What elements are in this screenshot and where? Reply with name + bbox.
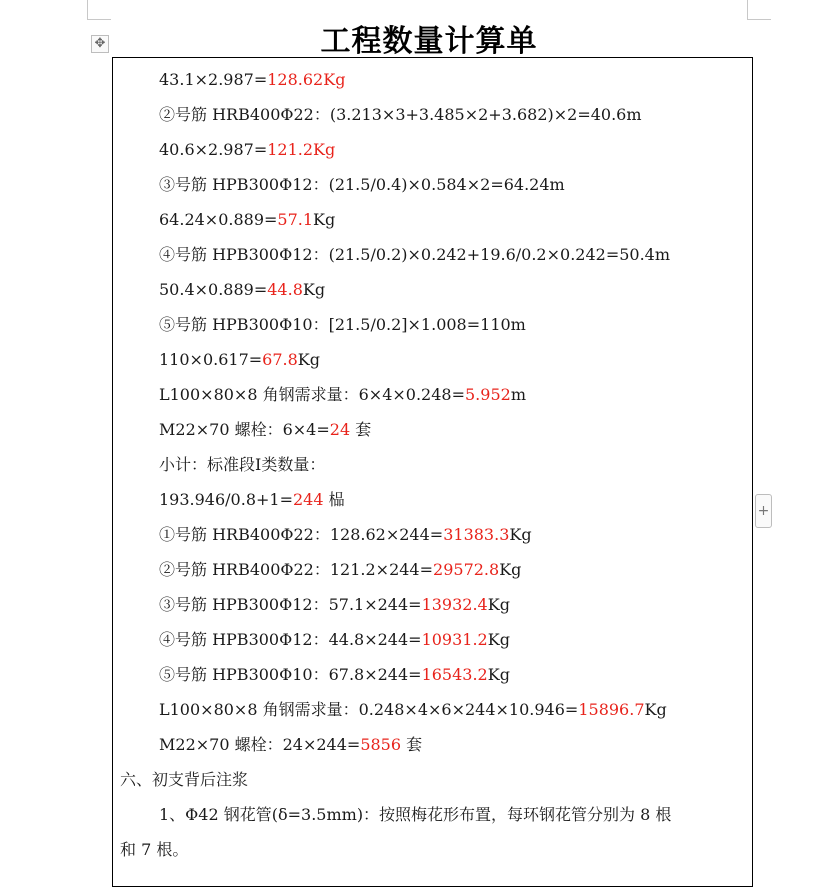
text-line [112, 657, 753, 692]
text-line [112, 272, 753, 307]
text-segment: ②号筋 HRB400Φ22：(3.213×3+3.485×2+3.682)×2=40.6m [159, 105, 642, 124]
text-segment: L100×80×8 角钢需求量：6×4×0.248= [159, 385, 465, 404]
highlighted-value: 44.8 [267, 280, 303, 299]
highlighted-value: 13932.4 [421, 595, 488, 614]
text-segment: M22×70 螺栓：24×244= [159, 735, 361, 754]
text-segment: Kg [487, 595, 510, 614]
highlighted-value: 29572.8 [433, 560, 500, 579]
text-segment: 64.24×0.889= [159, 210, 278, 229]
text-segment: ③号筋 HPB300Φ12：57.1×244= [159, 595, 422, 614]
highlighted-value: 10931.2 [421, 630, 488, 649]
text-segment: Kg [509, 525, 532, 544]
text-line [112, 692, 753, 727]
text-line [112, 202, 753, 237]
text-line [112, 482, 753, 517]
text-line [112, 587, 753, 622]
text-line [112, 762, 753, 797]
text-segment: 和 7 根。 [120, 840, 189, 859]
text-line [112, 552, 753, 587]
text-segment: m [510, 385, 526, 404]
text-segment: Kg [644, 700, 667, 719]
document-body [112, 62, 753, 867]
highlighted-value: 121.2Kg [267, 140, 336, 159]
text-segment: 小计：标准段Ⅰ类数量： [159, 455, 326, 474]
text-segment: 43.1×2.987= [159, 70, 268, 89]
text-segment: 110×0.617= [159, 350, 263, 369]
text-line [112, 412, 753, 447]
text-segment: ⑤号筋 HPB300Φ10：67.8×244= [159, 665, 422, 684]
text-segment: ①号筋 HRB400Φ22：128.62×244= [159, 525, 444, 544]
text-segment: ④号筋 HPB300Φ12：(21.5/0.2)×0.242+19.6/0.2×0.242=50.4m [159, 245, 671, 264]
text-segment: 套 [401, 735, 423, 754]
text-line [112, 307, 753, 342]
text-segment: 六、初支背后注浆 [120, 770, 249, 789]
text-line [112, 447, 753, 482]
text-segment: Kg [487, 665, 510, 684]
highlighted-value: 16543.2 [421, 665, 488, 684]
highlighted-value: 67.8 [262, 350, 298, 369]
text-segment: 40.6×2.987= [159, 140, 268, 159]
text-line [112, 797, 753, 832]
text-segment: ②号筋 HRB400Φ22：121.2×244= [159, 560, 434, 579]
text-segment: ④号筋 HPB300Φ12：44.8×244= [159, 630, 422, 649]
text-segment: 1、Φ42 钢花管(δ=3.5mm)：按照梅花形布置，每环钢花管分别为 8 根 [159, 805, 672, 824]
plus-icon[interactable]: + [755, 494, 772, 528]
text-segment: 榀 [323, 490, 345, 509]
highlighted-value: 24 [329, 420, 351, 439]
highlighted-value: 5856 [360, 735, 402, 754]
text-segment: Kg [297, 350, 320, 369]
text-segment: Kg [313, 210, 336, 229]
text-line [112, 237, 753, 272]
text-segment: ⑤号筋 HPB300Φ10：[21.5/0.2]×1.008=110m [159, 315, 526, 334]
highlighted-value: 128.62Kg [267, 70, 346, 89]
text-segment: 193.946/0.8+1= [159, 490, 293, 509]
text-line [112, 622, 753, 657]
text-line [112, 342, 753, 377]
text-segment: Kg [499, 560, 522, 579]
page-title: 工程数量计算单 [320, 24, 538, 59]
text-line [112, 62, 753, 97]
highlighted-value: 244 [293, 490, 324, 509]
text-line [112, 167, 753, 202]
text-segment: 50.4×0.889= [159, 280, 268, 299]
highlighted-value: 31383.3 [443, 525, 510, 544]
highlighted-value: 15896.7 [578, 700, 645, 719]
text-line [112, 132, 753, 167]
highlighted-value: 5.952 [465, 385, 511, 404]
text-segment: Kg [302, 280, 326, 299]
text-segment: Kg [487, 630, 510, 649]
text-segment: ③号筋 HPB300Φ12：(21.5/0.4)×0.584×2=64.24m [159, 175, 565, 194]
text-line [112, 832, 753, 867]
text-segment: M22×70 螺栓：6×4= [159, 420, 330, 439]
text-line [112, 727, 753, 762]
move-icon[interactable]: ✥ [91, 35, 109, 53]
text-segment: L100×80×8 角钢需求量：0.248×4×6×244×10.946= [159, 700, 579, 719]
text-segment: 套 [350, 420, 372, 439]
highlighted-value: 57.1 [277, 210, 314, 229]
text-line [112, 517, 753, 552]
text-line [112, 377, 753, 412]
text-line [112, 97, 753, 132]
